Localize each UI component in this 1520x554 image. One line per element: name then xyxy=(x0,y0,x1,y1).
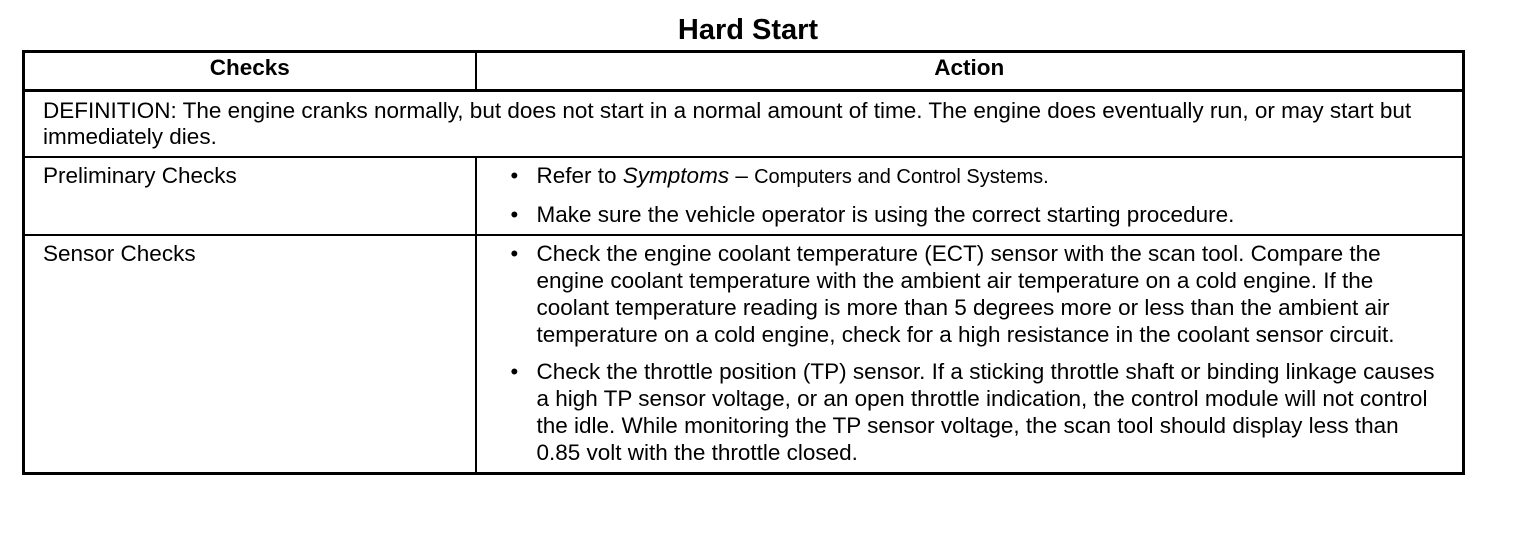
check-label: Preliminary Checks xyxy=(24,157,476,235)
action-cell xyxy=(476,157,1464,235)
definition-row xyxy=(24,91,1464,158)
check-label: Sensor Checks xyxy=(24,235,476,474)
action-item xyxy=(511,240,1449,348)
table-header-row xyxy=(24,52,1464,91)
action-cell xyxy=(476,235,1464,474)
action-item xyxy=(511,162,1449,191)
bullet-icon: • xyxy=(510,163,519,188)
symptoms-reference: Symptoms xyxy=(622,163,730,188)
checks-column-header: Checks xyxy=(24,52,476,91)
action-list xyxy=(511,240,1449,466)
action-list xyxy=(511,162,1449,228)
action-text: Make sure the vehicle operator is using the correct starting procedure. xyxy=(536,202,1235,227)
definition-text: DEFINITION: The engine cranks normally, but does not start in a normal amount of time. The engine does eventually run, or may start but immediately dies. xyxy=(24,91,1464,158)
action-item xyxy=(511,201,1449,228)
action-text-prefix: Refer to xyxy=(536,163,623,188)
action-text-suffix: Computers and Control Systems. xyxy=(754,166,1049,188)
page-title: Hard Start xyxy=(677,14,819,46)
bullet-icon: • xyxy=(510,202,519,227)
bullet-icon: • xyxy=(510,359,519,384)
action-item xyxy=(511,358,1449,466)
action-text: Check the throttle position (TP) sensor. If a sticking throttle shaft or binding linkage causes a high TP sensor voltage, or an open throttle indication, the control module will not control the idle. While monitoring the TP sensor voltage, the scan tool should display less than 0.85 volt with the throttle closed. xyxy=(536,359,1435,465)
action-text: Check the engine coolant temperature (ECT) sensor with the scan tool. Compare the engine coolant temperature with the ambient air temperature on a cold engine. If the coolant temperature reading is more than 5 degrees more or less than the ambient air temperature on a cold engine, check for a high resistance in the coolant sensor circuit. xyxy=(536,241,1395,347)
bullet-icon: • xyxy=(510,241,519,266)
action-column-header: Action xyxy=(476,52,1464,91)
diagnostic-table xyxy=(22,50,1465,475)
table-row-sensor-checks xyxy=(24,235,1464,474)
table-row-preliminary-checks xyxy=(24,157,1464,235)
action-text-dash: – xyxy=(729,163,755,188)
